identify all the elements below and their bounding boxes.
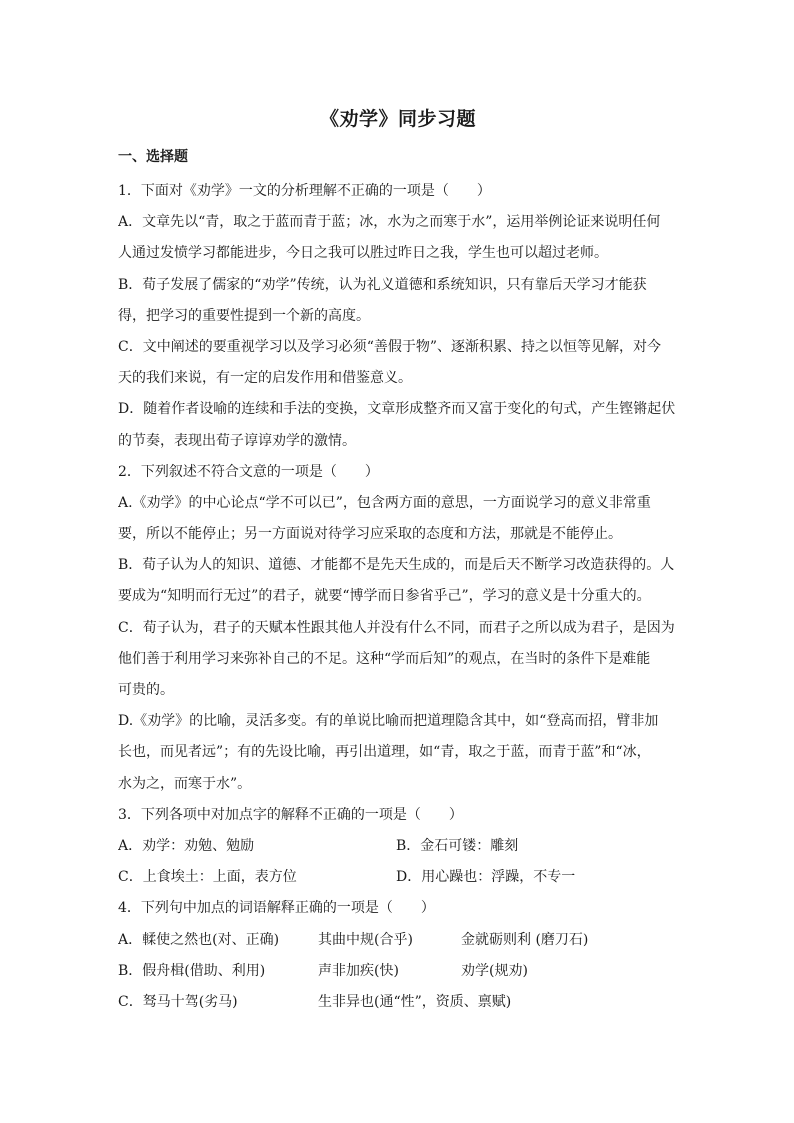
q4-b-item3: 劝学(规劝) (461, 962, 528, 979)
q3-option-d: D．用心躁也：浮躁，不专一 (396, 869, 576, 886)
q2-option-b-line1: B．荀子认为人的知识、道德、才能都不是先天生成的，而是后天不断学习改造获得的。人 (118, 557, 675, 574)
q4-option-b (118, 956, 678, 987)
q2-option-a-line2: 要，所以不能停止；另一方面说对待学习应采取的态度和方法，那就是不能停止。 (118, 526, 622, 543)
q4-option-c (118, 987, 678, 1018)
q4-c-item1: C．驽马十驾(劣马) (118, 993, 238, 1010)
q1-option-c-line2: 天的我们来说，有一定的启发作用和借鉴意义。 (118, 370, 412, 387)
q2-option-c-line1: C．荀子认为，君子的天赋本性跟其他人并没有什么不同，而君子之所以成为君子，是因为 (118, 619, 675, 636)
q1-option-c-line1: C．文中阐述的要重视学习以及学习必须“善假于物”、逐渐积累、持之以恒等见解，对今 (118, 338, 662, 355)
document-title: 《劝学》同步习题 (319, 108, 476, 130)
q1-option-d-line1: D．随着作者设喻的连续和手法的变换，文章形成整齐而又富于变化的句式，产生铿锵起伏 (118, 401, 676, 418)
q3-stem: 3．下列各项中对加点字的解释不正确的一项是（ ） (118, 806, 463, 823)
q4-a-item2: 其曲中规(合乎) (318, 931, 413, 948)
q3-options-row1 (118, 831, 678, 862)
q4-b-item2: 声非加疾(快) (318, 962, 399, 979)
q3-option-b: B．金石可镂：雕刻 (396, 837, 519, 854)
q2-option-a-line1: A.《劝学》的中心论点“学不可以已”，包含两方面的意思，一方面说学习的意义非常重 (118, 494, 651, 511)
q1-option-d-line2: 的节奏，表现出荀子谆谆劝学的激情。 (118, 432, 356, 449)
q4-stem: 4．下列句中加点的词语解释正确的一项是（ ） (118, 900, 435, 917)
q1-option-b-line2: 得，把学习的重要性提到一个新的高度。 (118, 307, 370, 324)
q3-options-row2 (118, 862, 678, 893)
q2-option-d-line2: 长也，而见者远”；有的先设比喻，再引出道理，如“青，取之于蓝，而青于蓝”和“冰， (118, 744, 651, 761)
q2-stem: 2．下列叙述不符合文意的一项是（ ） (118, 463, 379, 480)
q2-option-d-line1: D.《劝学》的比喻，灵活多变。有的单说比喻而把道理隐含其中，如“登高而招，臂非加 (118, 713, 659, 730)
q2-option-b-line2: 要成为“知明而行无过”的君子，就要“博学而日参省乎己”，学习的意义是十分重大的。 (118, 588, 651, 605)
q1-option-a-line2: 人通过发愤学习都能进步，今日之我可以胜过昨日之我，学生也可以超过老师。 (118, 245, 608, 262)
q4-a-item1: A．輮使之然也(对、正确) (118, 931, 280, 948)
q4-a-item3: 金就砺则利 (磨刀石) (461, 931, 589, 948)
q1-option-a-line1: A．文章先以“青，取之于蓝而青于蓝；冰，水为之而寒于水”，运用举例论证来说明任何 (118, 214, 661, 231)
q4-option-a (118, 925, 678, 956)
question-list (118, 176, 678, 1018)
q1-option-b-line1: B．荀子发展了儒家的“劝学”传统，认为礼义道德和系统知识，只有靠后天学习才能获 (118, 276, 647, 293)
section-heading: 一、选择题 (118, 149, 188, 165)
q3-option-a: A．劝学：劝勉、勉励 (118, 837, 255, 854)
q1-stem: 1．下面对《劝学》一文的分析理解不正确的一项是（ ） (118, 183, 491, 199)
q4-b-item1: B．假舟楫(借助、利用) (118, 962, 266, 979)
q2-option-c-line3: 可贵的。 (118, 682, 174, 698)
q4-c-item2: 生非异也(通“性”，资质、禀赋) (318, 993, 512, 1010)
q3-option-c: C．上食埃土：上面，表方位 (118, 869, 297, 886)
q2-option-c-line2: 他们善于利用学习来弥补自己的不足。这种“学而后知”的观点，在当时的条件下是难能 (118, 650, 651, 667)
q2-option-d-line3: 水为之，而寒于水”。 (118, 775, 252, 792)
